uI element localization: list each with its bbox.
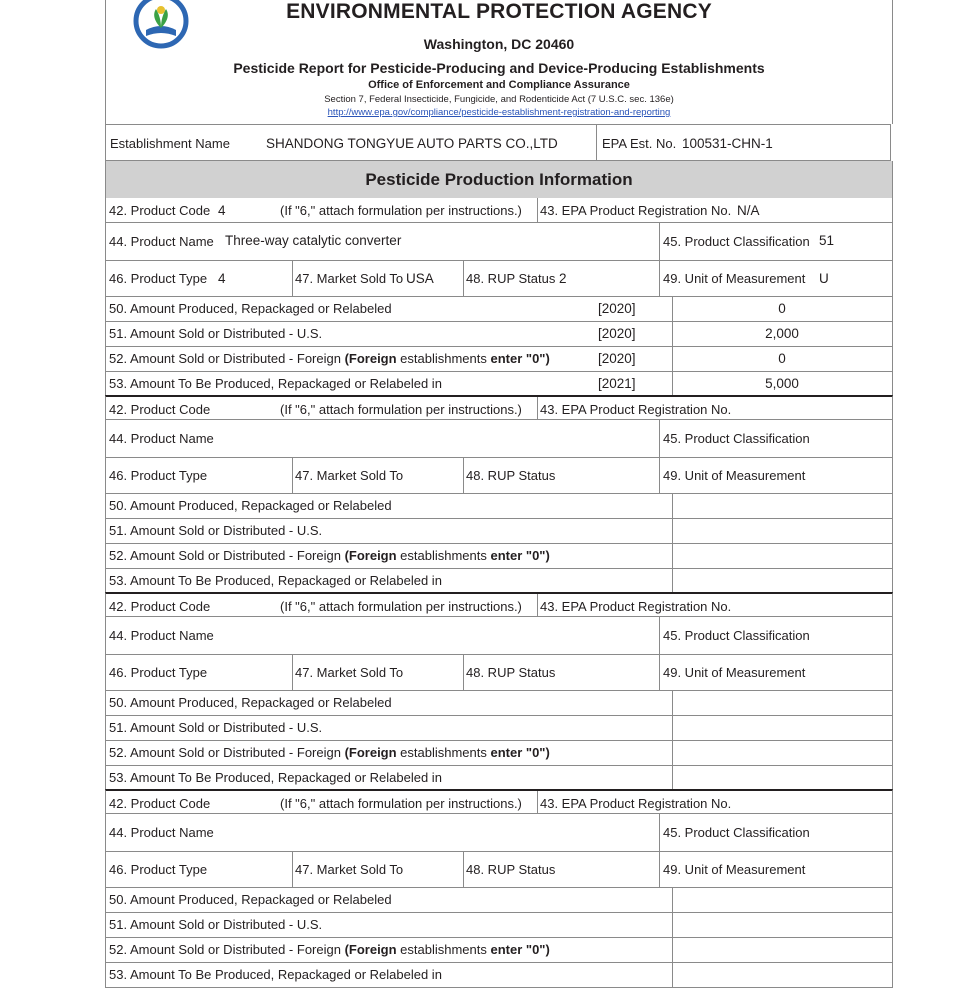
amount-foreign-label-part: (Foreign bbox=[344, 351, 397, 366]
amount-us-label: 51. Amount Sold or Distributed - U.S. bbox=[109, 720, 323, 735]
unit-label: 49. Unit of Measurement bbox=[663, 665, 806, 680]
amount-produced-year: [2020] bbox=[598, 301, 636, 316]
amount-to-be-label: 53. Amount To Be Produced, Repackaged or Relabeled in bbox=[109, 967, 442, 982]
product-code-label: 42. Product Code bbox=[109, 402, 211, 417]
rup-status-label: 48. RUP Status bbox=[466, 862, 556, 877]
amount-to-be-value[interactable]: 5,000 bbox=[765, 376, 799, 391]
epa-registration-label: 43. EPA Product Registration No. bbox=[540, 203, 732, 218]
product-block bbox=[105, 592, 893, 789]
amount-foreign-label bbox=[109, 745, 550, 760]
amount-foreign-label bbox=[109, 942, 550, 957]
report-title: Pesticide Report for Pesticide-Producing and Device-Producing Establishments bbox=[233, 60, 765, 76]
market-sold-value[interactable]: USA bbox=[406, 271, 434, 286]
epa-link[interactable]: http://www.epa.gov/compliance/pesticide-establishment-registration-and-reporting bbox=[327, 107, 671, 118]
amount-to-be-label: 53. Amount To Be Produced, Repackaged or Relabeled in bbox=[109, 376, 442, 391]
agency-address: Washington, DC 20460 bbox=[423, 36, 575, 52]
rup-status-label: 48. RUP Status bbox=[466, 271, 556, 286]
pesticide-report-form bbox=[105, 0, 893, 982]
epa-est-value[interactable]: 100531-CHN-1 bbox=[682, 136, 773, 151]
amount-foreign-label-part: enter "0") bbox=[490, 548, 550, 563]
amount-foreign-label-part: (Foreign bbox=[344, 745, 397, 760]
amount-to-be-year: [2021] bbox=[598, 376, 636, 391]
amount-produced-value[interactable]: 0 bbox=[778, 301, 786, 316]
amount-us-value[interactable]: 2,000 bbox=[765, 326, 799, 341]
product-classification-label: 45. Product Classification bbox=[663, 628, 810, 643]
act-reference: Section 7, Federal Insecticide, Fungicide, and Rodenticide Act (7 U.S.C. sec. 136e) bbox=[324, 94, 674, 105]
product-type-label: 46. Product Type bbox=[109, 468, 208, 483]
amount-us-label: 51. Amount Sold or Distributed - U.S. bbox=[109, 523, 323, 538]
amount-foreign-label-part: establishments bbox=[396, 351, 491, 366]
rup-status-label: 48. RUP Status bbox=[466, 468, 556, 483]
amount-foreign-label bbox=[109, 548, 550, 563]
product-block bbox=[105, 789, 893, 986]
establishment-name-label: Establishment Name bbox=[110, 136, 230, 151]
amount-us-label: 51. Amount Sold or Distributed - U.S. bbox=[109, 917, 323, 932]
market-sold-label: 47. Market Sold To bbox=[295, 468, 404, 483]
amount-foreign-year: [2020] bbox=[598, 351, 636, 366]
formulation-note: (If "6," attach formulation per instructions.) bbox=[280, 203, 522, 218]
office-name: Office of Enforcement and Compliance Assurance bbox=[368, 79, 630, 91]
product-type-label: 46. Product Type bbox=[109, 271, 208, 286]
agency-title: ENVIRONMENTAL PROTECTION AGENCY bbox=[286, 0, 712, 23]
unit-value[interactable]: U bbox=[819, 271, 829, 286]
formulation-note: (If "6," attach formulation per instructions.) bbox=[280, 599, 522, 614]
product-code-value[interactable]: 4 bbox=[218, 203, 226, 218]
amount-to-be-label: 53. Amount To Be Produced, Repackaged or Relabeled in bbox=[109, 573, 442, 588]
formulation-note: (If "6," attach formulation per instructions.) bbox=[280, 402, 522, 417]
establishment-row bbox=[105, 124, 891, 161]
amount-foreign-label-part: 52. Amount Sold or Distributed - Foreign bbox=[109, 745, 345, 760]
amount-us-label: 51. Amount Sold or Distributed - U.S. bbox=[109, 326, 323, 341]
product-type-value[interactable]: 4 bbox=[218, 271, 226, 286]
epa-est-label: EPA Est. No. bbox=[602, 136, 677, 151]
epa-registration-label: 43. EPA Product Registration No. bbox=[540, 599, 732, 614]
epa-registration-label: 43. EPA Product Registration No. bbox=[540, 796, 732, 811]
amount-foreign-label-part: establishments bbox=[396, 548, 491, 563]
amount-to-be-label: 53. Amount To Be Produced, Repackaged or Relabeled in bbox=[109, 770, 442, 785]
amount-foreign-label-part: 52. Amount Sold or Distributed - Foreign bbox=[109, 942, 345, 957]
product-name-label: 44. Product Name bbox=[109, 825, 214, 840]
epa-registration-label: 43. EPA Product Registration No. bbox=[540, 402, 732, 417]
amount-foreign-label-part: enter "0") bbox=[490, 351, 550, 366]
market-sold-label: 47. Market Sold To bbox=[295, 271, 404, 286]
product-block bbox=[105, 395, 893, 592]
product-type-label: 46. Product Type bbox=[109, 862, 208, 877]
amount-produced-label: 50. Amount Produced, Repackaged or Relabeled bbox=[109, 695, 392, 710]
unit-label: 49. Unit of Measurement bbox=[663, 468, 806, 483]
market-sold-label: 47. Market Sold To bbox=[295, 665, 404, 680]
amount-foreign-label bbox=[109, 351, 550, 366]
product-name-label: 44. Product Name bbox=[109, 628, 214, 643]
amount-foreign-label-part: enter "0") bbox=[490, 745, 550, 760]
epa-registration-value[interactable]: N/A bbox=[737, 203, 760, 218]
rup-status-label: 48. RUP Status bbox=[466, 665, 556, 680]
product-classification-label: 45. Product Classification bbox=[663, 825, 810, 840]
product-code-label: 42. Product Code bbox=[109, 599, 211, 614]
product-code-label: 42. Product Code bbox=[109, 796, 211, 811]
amount-produced-label: 50. Amount Produced, Repackaged or Relabeled bbox=[109, 892, 392, 907]
unit-label: 49. Unit of Measurement bbox=[663, 862, 806, 877]
amount-foreign-value[interactable]: 0 bbox=[778, 351, 786, 366]
unit-label: 49. Unit of Measurement bbox=[663, 271, 806, 286]
market-sold-label: 47. Market Sold To bbox=[295, 862, 404, 877]
product-classification-label: 45. Product Classification bbox=[663, 234, 810, 249]
product-classification-value[interactable]: 51 bbox=[819, 233, 835, 248]
establishment-name-value[interactable]: SHANDONG TONGYUE AUTO PARTS CO.,LTD bbox=[266, 136, 558, 151]
product-code-label: 42. Product Code bbox=[109, 203, 211, 218]
product-classification-label: 45. Product Classification bbox=[663, 431, 810, 446]
amount-us-year: [2020] bbox=[598, 326, 636, 341]
product-name-value[interactable]: Three-way catalytic converter bbox=[225, 233, 402, 248]
amount-foreign-label-part: (Foreign bbox=[344, 942, 397, 957]
amount-foreign-label-part: establishments bbox=[396, 942, 491, 957]
product-block bbox=[105, 198, 893, 395]
amount-produced-label: 50. Amount Produced, Repackaged or Relabeled bbox=[109, 301, 392, 316]
rup-status-value[interactable]: 2 bbox=[559, 271, 567, 286]
product-name-label: 44. Product Name bbox=[109, 431, 214, 446]
amount-foreign-label-part: establishments bbox=[396, 745, 491, 760]
amount-foreign-label-part: (Foreign bbox=[344, 548, 397, 563]
section-title: Pesticide Production Information bbox=[105, 161, 893, 198]
amount-foreign-label-part: 52. Amount Sold or Distributed - Foreign bbox=[109, 351, 345, 366]
product-name-label: 44. Product Name bbox=[109, 234, 214, 249]
product-type-label: 46. Product Type bbox=[109, 665, 208, 680]
form-header bbox=[105, 0, 893, 124]
amount-foreign-label-part: 52. Amount Sold or Distributed - Foreign bbox=[109, 548, 345, 563]
amount-foreign-label-part: enter "0") bbox=[490, 942, 550, 957]
amount-produced-label: 50. Amount Produced, Repackaged or Relabeled bbox=[109, 498, 392, 513]
formulation-note: (If "6," attach formulation per instructions.) bbox=[280, 796, 522, 811]
